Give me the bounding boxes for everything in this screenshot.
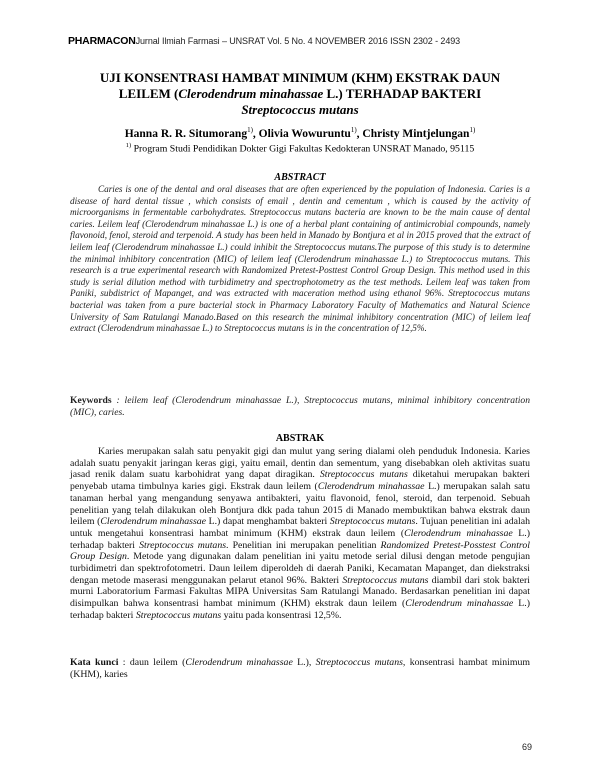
author-3: Christy Mintjelungan [362,127,470,140]
keywords-english [70,395,530,418]
keywords-label: Keywords [70,395,112,406]
abstrak-heading: ABSTRAK [275,433,325,444]
affiliation: $^{1)}$ Program Studi Pendidikan Dokter Gigi Fakultas Kedokteran UNSRAT Manado, 95115 [125,142,475,155]
journal-brand: PHARMACON [68,35,136,47]
journal-info: Jurnal Ilmiah Farmasi – UNSRAT Vol. 5 No. 4 NOVEMBER 2016 ISSN 2302 - 2493 [135,36,461,46]
journal-header [68,35,460,47]
abstract-heading: ABSTRACT [274,172,326,183]
keywords-indonesian: Kata kunci : daun leilem (Clerodendrum minahassae L.), Streptococcus mutans, konsentrasi hambat minimum (KHM), karies [70,657,530,680]
author-2: Olivia Wowuruntu [258,127,351,140]
keywords-text: : leilem leaf (Clerodendrum minahassae L.), Streptococcus mutans, minimal inhibitory concentration (MIC), caries. [70,395,530,418]
title-line-1: UJI KONSENTRASI HAMBAT MINIMUM (KHM) EKSTRAK DAUN [99,70,501,85]
page-number: 69 [521,742,532,752]
title-line-3: Streptococcus mutans [241,102,359,117]
abstract-english: Caries is one of the dental and oral diseases that are often experienced by the population of Indonesia. Caries is a disease of hard dental tissue , which consists of email , dentin and cementum , which is caused by the activity of microorganisms in fermentable carbohydrates. Streptococcus mutans bacteria are known to be the main cause of dental caries. Leilem leaf (Clerodendrum minahassae L.) is one of a herbal plant containing of antimicrobial compounds, namely flavonoid, fenol, steroid and terpenoid. A study has been held in Manado by Bontjura et al in 2015 proved that the extract of leilem leaf (Clerodendrum minahassae L.) could inhibit the Streptococcus mutans.The purpose of this study is to determine the minimal inhibitory concentration (MIC) of leilem leaf (Clerodendrum minahassae L.) to Streptococcus mutans. This research is a true experimental research with Randomized Pretest-Posttest Control Group Design. This method used in this study is serial dilution method with turbidimetry and spectrophotometry as the test methods. Leilem leaf was taken from Paniki, subdistrict of Mapanget, and was extracted with maceration method using ethanol 96%. Streptococcus mutans bacterial was taken from a pure bacterial stock in Pharmacy Laboratory Faculty of Mathematics and Natural Science University of Sam Ratulangi Manado.Based on this research the minimal inhibitory concentration (MIC) of leilem leaf extract (Clerodendrum minahassae L.) to Streptococcus mutans is in the concentration of 12,5%. [70,184,530,334]
author-list: Hanna R. R. Situmorang$^{1)}$, Olivia Wowuruntu$^{1)}$, Christy Mintjelungan$^{1)}$ [124,126,476,140]
paper-title: UJI KONSENTRASI HAMBAT MINIMUM (KHM) EKSTRAK DAUN LEILEM (Clerodendrum minahassae L.) TERHADAP BAKTERI Streptococcus mutans [60,70,540,118]
kata-kunci-label: Kata kunci [70,657,119,668]
author-1: Hanna R. R. Situmorang [124,127,248,140]
title-species: Clerodendrum minahassae [178,86,324,101]
abstract-indonesian: Karies merupakan salah satu penyakit gigi dan mulut yang sering dialami oleh penduduk Indonesia. Karies adalah suatu penyakit jaringan keras gigi, yaitu email, dentin dan sementum, yang disebabkan oleh aktivitas suatu jasad renik dalam suatu karbohidrat yang dapat diragikan. Streptococcus mutans diketahui merupakan bakteri penyebab utama timbulnya karies gigi. Ekstrak daun leilem (Clerodendrum minahassae L.) merupakan salah satu tanaman herbal yang mengandung senyawa antibakteri, yaitu flavonoid, fenol, steroid, dan terpenoid. Sebuah penelitian yang telah dilakukan oleh Bontjura dkk pada tahun 2015 di Manado membuktikan bahwa ekstrak daun leilem (Clerodendrum minahassae L.) dapat menghambat bakteri Streptococcus mutans. Tujuan penelitian ini adalah untuk mengetahui konsentrasi hambat minimum (KHM) ekstrak daun leilem (Clerodendrum minahassae L.) terhadap bakteri Streptococcus mutans. Penelitian ini merupakan penelitian Randomized Pretest-Posstest Control Group Design. Metode yang digunakan dalam penelitian ini yaitu metode serial dilusi dengan metode pengujian turbidimetri dan spektrofotometri. Daun leilem diperoldeh di daerah Paniki, Kecamatan Mapanget, dan diekstraksi dengan metode maserasi menggunakan pelarut etanol 96%. Bakteri Streptococcus mutans diambil dari stok bakteri murni Laboratorium Farmasi Fakultas MIPA Universitas Sam Ratulangi Manado. Berdasarkan penelitian ini dapat disimpulkan bahwa konsentrasi hambat minimum (KHM) ekstrak daun leilem (Clerodendrum minahassae L.) terhadap bakteri Streptococcus mutans yaitu pada konsentrasi 12,5%. [70,446,530,621]
